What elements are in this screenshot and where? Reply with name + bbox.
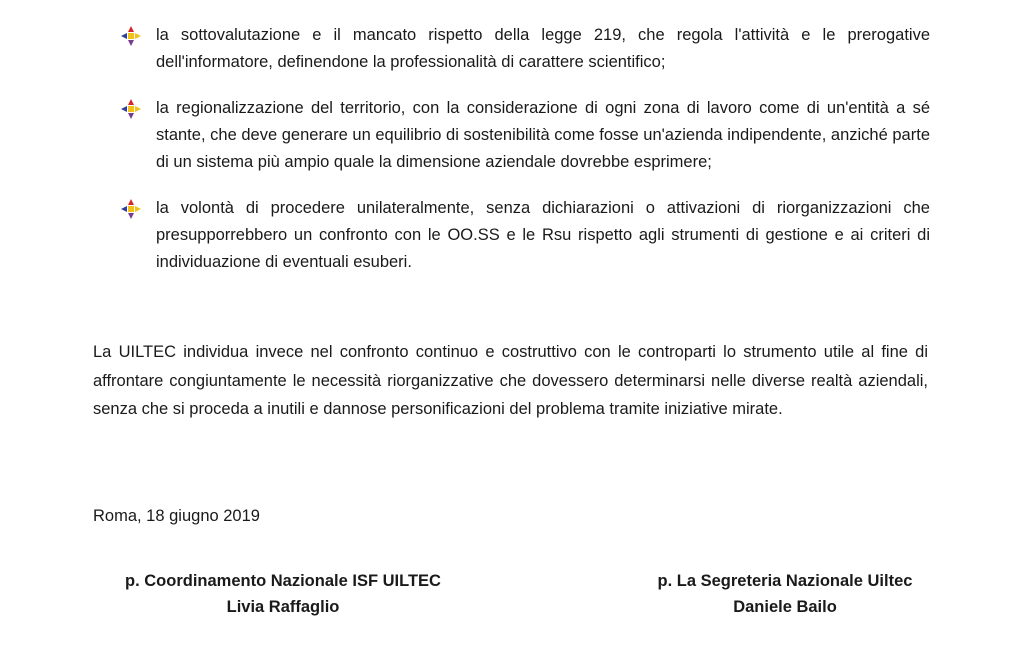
signature-block-left: [93, 568, 473, 620]
four-color-arrow-bullet-icon: [120, 198, 142, 220]
signature-name: Livia Raffaglio: [226, 598, 340, 616]
list-item: [120, 22, 930, 76]
bullet-text: la volontà di procedere unilateralmente, senza dichiarazioni o attivazioni di riorganizzazioni che presupporrebbero un confronto con le OO.SS e le Rsu rispetto agli strumenti di gestione e ai criteri di individuazione di eventuali esuberi.: [156, 199, 930, 271]
signature-org: p. La Segreteria Nazionale Uiltec: [657, 572, 913, 590]
bullet-text: la sottovalutazione e il mancato rispetto della legge 219, che regola l'attività e le prerogative dell'informatore, definendone la professionalità di carattere scientifico;: [156, 26, 930, 71]
date-line: Roma, 18 giugno 2019: [93, 507, 260, 525]
signature-org: p. Coordinamento Nazionale ISF UILTEC: [125, 572, 441, 590]
four-color-arrow-bullet-icon: [120, 98, 142, 120]
list-item: [120, 195, 930, 276]
list-item: [120, 95, 930, 176]
body-paragraph: La UILTEC individua invece nel confronto continuo e costruttivo con le controparti lo strumento utile al fine di affrontare congiuntamente le necessità riorganizzative che dovessero determinarsi nelle diverse realtà aziendali, senza che si proceda a inutili e dannose personificazioni del problema tramite iniziative mirate.: [93, 343, 928, 418]
bullet-list: [120, 22, 930, 295]
signature-name: Daniele Bailo: [733, 598, 837, 616]
signature-block-right: [620, 568, 950, 620]
four-color-arrow-bullet-icon: [120, 25, 142, 47]
bullet-text: la regionalizzazione del territorio, con la considerazione di ogni zona di lavoro come di un'entità a sé stante, che deve generare un equilibrio di sostenibilità come fosse un'azienda indipendente, anziché parte di un sistema più ampio quale la dimensione aziendale dovrebbe esprimere;: [156, 99, 930, 171]
